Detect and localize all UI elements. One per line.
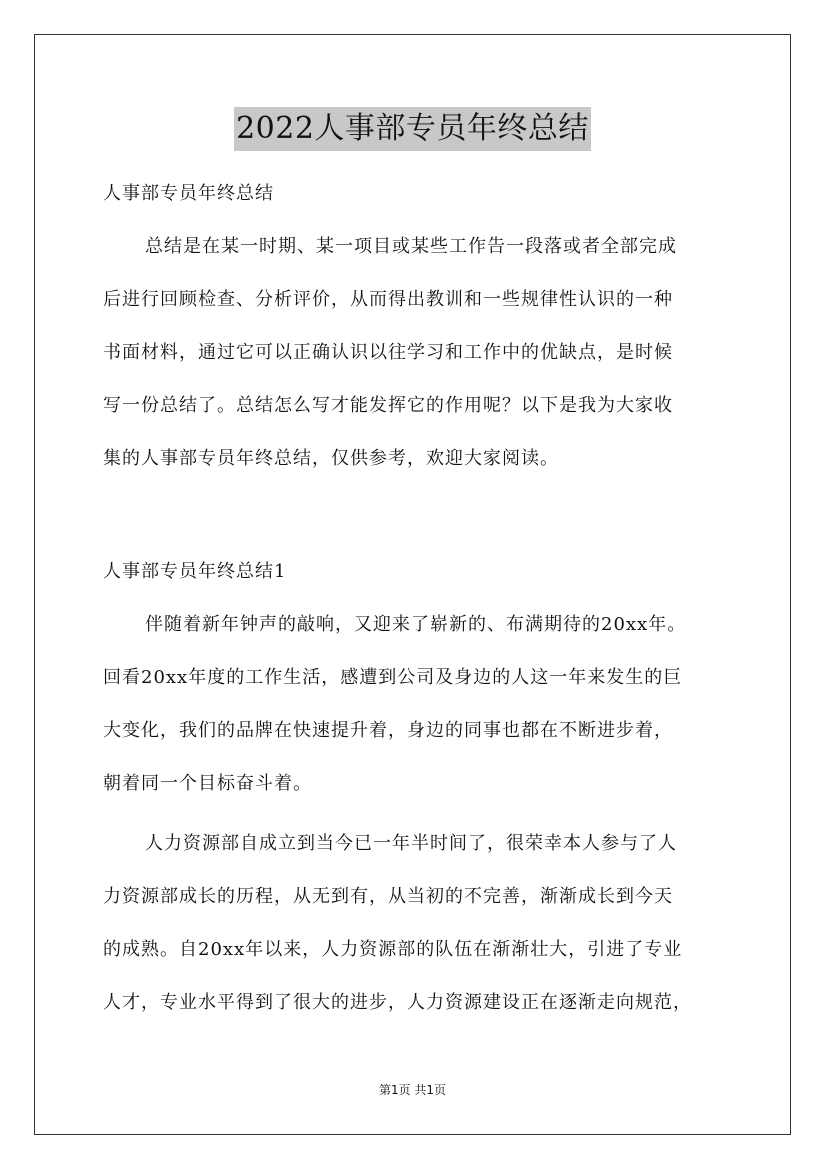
para2-line-3: 的成熟。自20xx年以来，人力资源部的队伍在渐渐壮大，引进了专业 (103, 939, 683, 960)
intro-line-4: 写一份总结了。总结怎么写才能发挥它的作用呢？以下是我为大家收 (103, 395, 673, 416)
para1-line-2: 回看20xx年度的工作生活，感遭到公司及身边的人这一年来发生的巨 (103, 667, 683, 688)
para2-line-2: 力资源部成长的历程，从无到有，从当初的不完善，渐渐成长到今天 (103, 886, 673, 907)
section1-heading: 人事部专员年终总结1 (103, 561, 287, 582)
para2-line-4: 人才，专业水平得到了很大的进步，人力资源建设正在逐渐走向规范， (103, 992, 692, 1013)
para2-line-1: 人力资源部自成立到当今已一年半时间了，很荣幸本人参与了人 (145, 833, 677, 854)
document-title: 2022人事部专员年终总结 (234, 107, 591, 151)
para1-line-4: 朝着同一个目标奋斗着。 (103, 773, 312, 794)
para1-line-1: 伴随着新年钟声的敲响，又迎来了崭新的、布满期待的20xx年。 (145, 614, 687, 635)
intro-line-5: 集的人事部专员年终总结，仅供参考，欢迎大家阅读。 (103, 448, 559, 469)
document-page (34, 34, 791, 1135)
section-heading: 人事部专员年终总结 (103, 183, 274, 204)
intro-line-2: 后进行回顾检查、分析评价，从而得出教训和一些规律性认识的一种 (103, 289, 673, 310)
page-footer: 第1页 共1页 (378, 1083, 447, 1097)
intro-line-1: 总结是在某一时期、某一项目或某些工作告一段落或者全部完成 (145, 236, 677, 257)
para1-line-3: 大变化，我们的品牌在快速提升着，身边的同事也都在不断进步着， (103, 720, 673, 741)
title-container (35, 107, 790, 151)
intro-line-3: 书面材料，通过它可以正确认识以往学习和工作中的优缺点，是时候 (103, 342, 673, 363)
